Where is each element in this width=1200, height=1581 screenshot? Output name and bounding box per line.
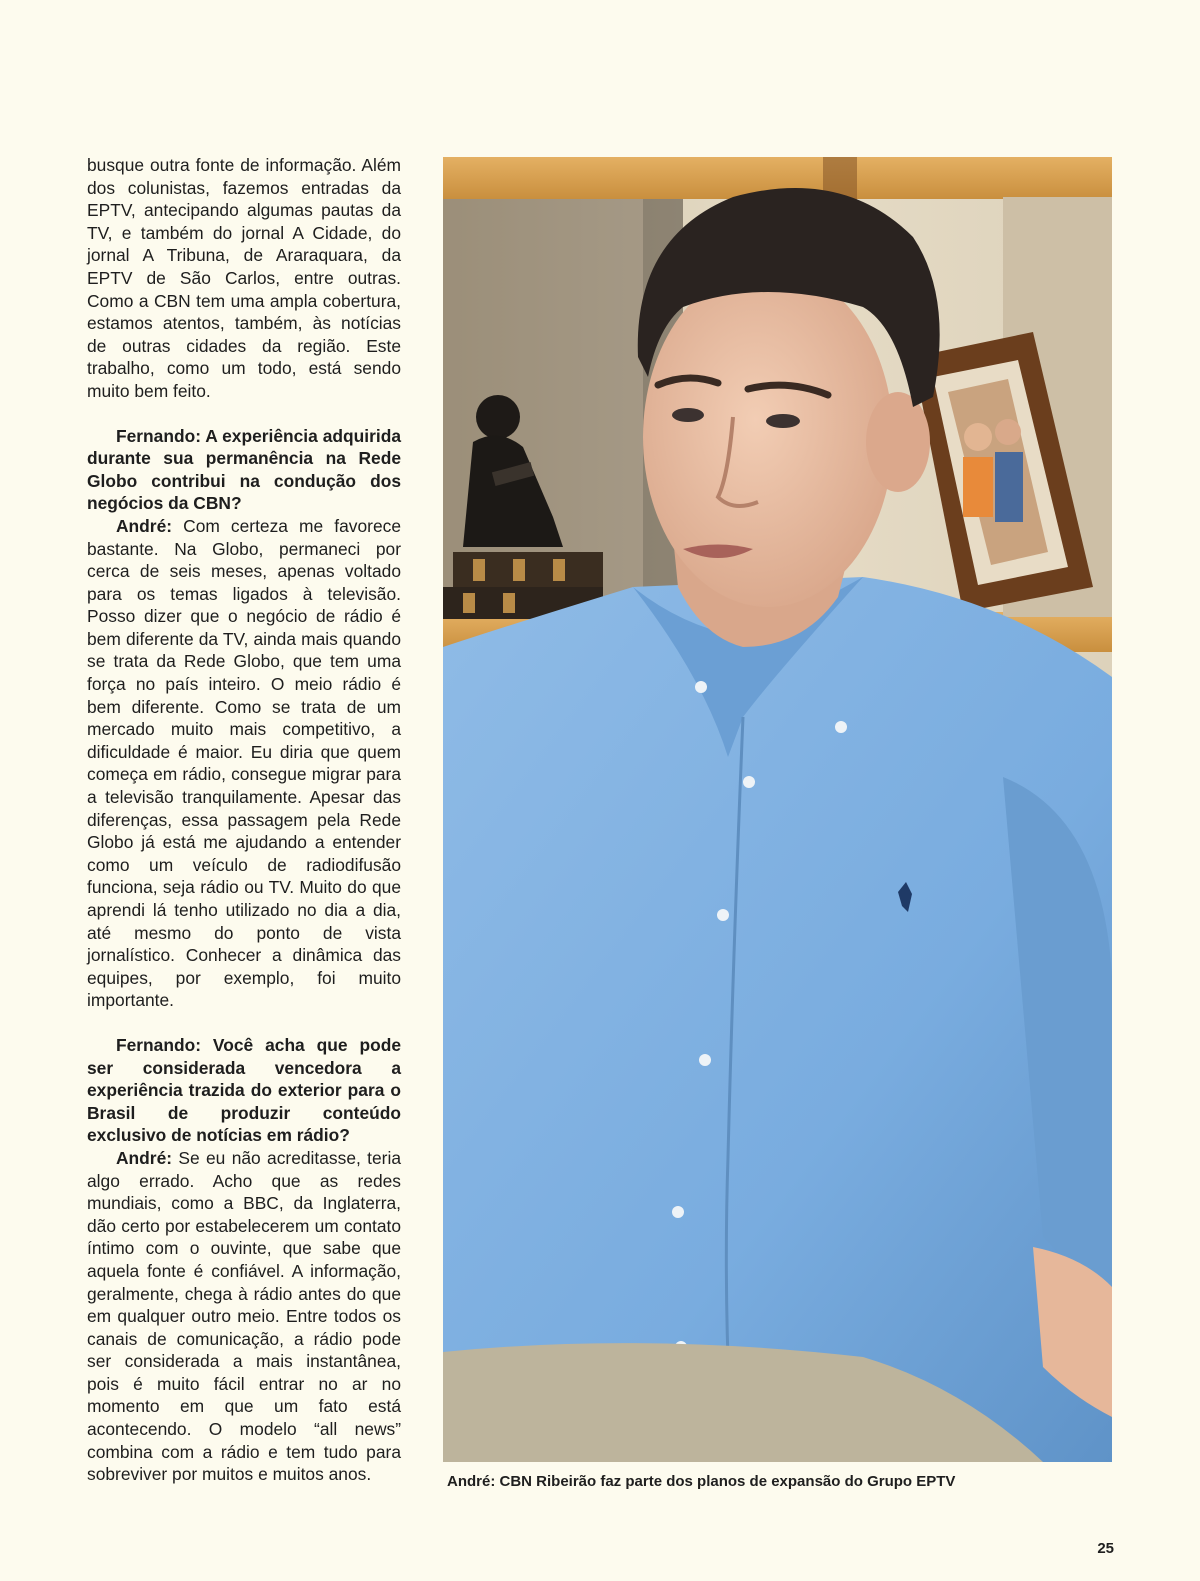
article-text-column xyxy=(87,154,401,1486)
article-intro-paragraph: busque outra fonte de informação. Além dos colunistas, fazemos entradas da EPTV, antecipando algumas pautas da TV, e também do jornal A Cidade, do jornal A Tribuna, de Araraquara, da EPTV de São Carlos, entre outras. Como a CBN tem uma ampla cobertura, estamos atentos, também, às notícias de outras cidades da região. Este trabalho, como um todo, está sendo muito bem feito. xyxy=(87,155,401,401)
blue-shirt xyxy=(443,577,1112,1462)
answer-speaker-1: André: xyxy=(116,515,173,536)
answer-text-2: Se eu não acreditasse, teria algo errado. Acho que as redes mundiais, como a BBC, da Inglaterra, dão certo por estabelecerem um contato íntimo com o ouvinte, que sabe que aquela fonte é confiável. A informação, geralmente, chega à rádio antes do que em qualquer outro meio. Entre todos os canais de comunicação, a rádio pode ser considerada a mais instantânea, pois é muito fácil entrar no ar no momento em que um fato está acontecendo. O modelo “all news” combina com a rádio e tem tudo para sobreviver por muitos e muitos anos. xyxy=(87,1147,401,1485)
interview-question-1: Fernando: A experiência adquirida durante sua permanência na Rede Globo contribui na condução dos negócios da CBN? xyxy=(87,425,401,514)
interview-photo xyxy=(443,157,1112,1462)
page-number: 25 xyxy=(1097,1540,1114,1557)
interview-answer-2 xyxy=(87,1147,401,1486)
face xyxy=(643,267,893,607)
answer-speaker-2: André: xyxy=(116,1147,173,1168)
interview-answer-1 xyxy=(87,515,401,1012)
interview-question-2: Fernando: Você acha que pode ser considerada vencedora a experiência trazida do exterior para o Brasil de produzir conteúdo exclusivo de notícias em rádio? xyxy=(87,1034,401,1146)
answer-text-1: Com certeza me favorece bastante. Na Globo, permaneci por cerca de seis meses, apenas voltado para os temas ligados à televisão. Posso dizer que o negócio de rádio é bem diferente da TV, ainda mais quando se trata da Rede Globo, que tem uma força no país inteiro. O meio rádio é bem diferente. Como se trata de um mercado muito mais competitivo, a dificuldade é maior. Eu diria que quem começa em rádio, consegue migrar para a televisão tranquilamente. Apesar das diferenças, essa passagem pela Rede Globo já está me ajudando a entender como um veículo de radiodifusão funciona, seja rádio ou TV. Muito do que aprendi lá tenho utilizado no dia a dia, até mesmo do ponto de vista jornalístico. Conhecer a dinâmica das equipes, por exemplo, foi muito importante. xyxy=(87,515,401,1011)
photo-caption: André: CBN Ribeirão faz parte dos planos de expansão do Grupo EPTV xyxy=(447,1473,956,1490)
portrait-illustration xyxy=(443,157,1112,1462)
